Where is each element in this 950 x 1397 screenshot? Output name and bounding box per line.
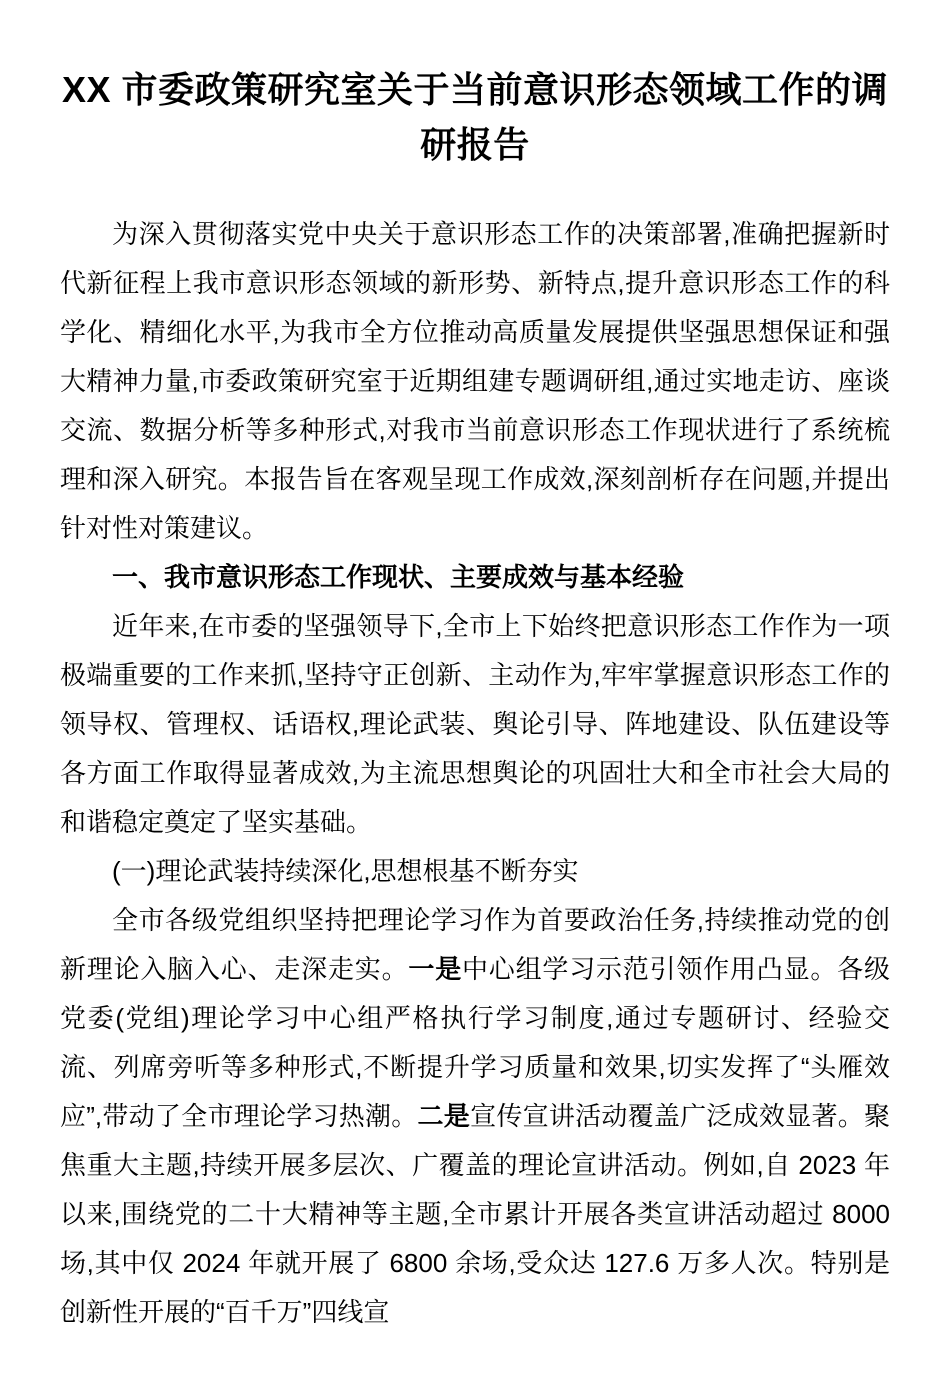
section-heading-1: 一、我市意识形态工作现状、主要成效与基本经验 [112, 562, 685, 592]
text-run: 宣传宣讲活动覆盖广泛成效显著。聚焦重大主题,持续开展多层次、广覆盖的理论宣讲活动。例如,自 2023 年以来,围绕党的二十大精神等主题,全市累计开展各类宣讲活动超过 8000 场,其中仅 2024 年就开展了 6800 余场,受众达 127.6 万多人次。特别是创新性开展的“百千万”四线宣 [60, 1101, 890, 1327]
document-title: XX 市委政策研究室关于当前意识形态领域工作的调研报告 [61, 69, 889, 165]
subsection-heading-1-1: (一)理论武装持续深化,思想根基不断夯实 [112, 856, 579, 886]
bold-run-first-point: 一是 [408, 954, 462, 984]
paragraph-achievements-overview: 近年来,在市委的坚强领导下,全市上下始终把意识形态工作作为一项极端重要的工作来抓,坚持守正创新、主动作为,牢牢掌握意识形态工作的领导权、管理权、话语权,理论武装、舆论引导、阵地建设、队伍建设等各方面工作取得显著成效,为主流思想舆论的巩固壮大和全市社会大局的和谐稳定奠定了坚实基础。 [60, 611, 890, 837]
bold-run-second-point: 二是 [417, 1101, 471, 1131]
text-run: 中心组学习示范引领作用凸显。各级党委(党组)理论学习中心组严格执行学习制度,通过专题研讨、经验交流、列席旁听等多种形式,不断提升学习质量和效果,切实发挥了“头雁效应”,带动了全市理论学习热潮。 [60, 954, 890, 1131]
paragraph-theory-armament [60, 896, 890, 1337]
paragraph-intro: 为深入贯彻落实党中央关于意识形态工作的决策部署,准确把握新时代新征程上我市意识形态领域的新形势、新特点,提升意识形态工作的科学化、精细化水平,为我市全方位推动高质量发展提供坚强思想保证和强大精神力量,市委政策研究室于近期组建专题调研组,通过实地走访、座谈交流、数据分析等多种形式,对我市当前意识形态工作现状进行了系统梳理和深入研究。本报告旨在客观呈现工作成效,深刻剖析存在问题,并提出针对性对策建议。 [60, 219, 890, 543]
text-run: 全市各级党组织坚持把理论学习作为首要政治任务,持续推动党的创新理论入脑入心、走深走实。 [60, 905, 890, 984]
